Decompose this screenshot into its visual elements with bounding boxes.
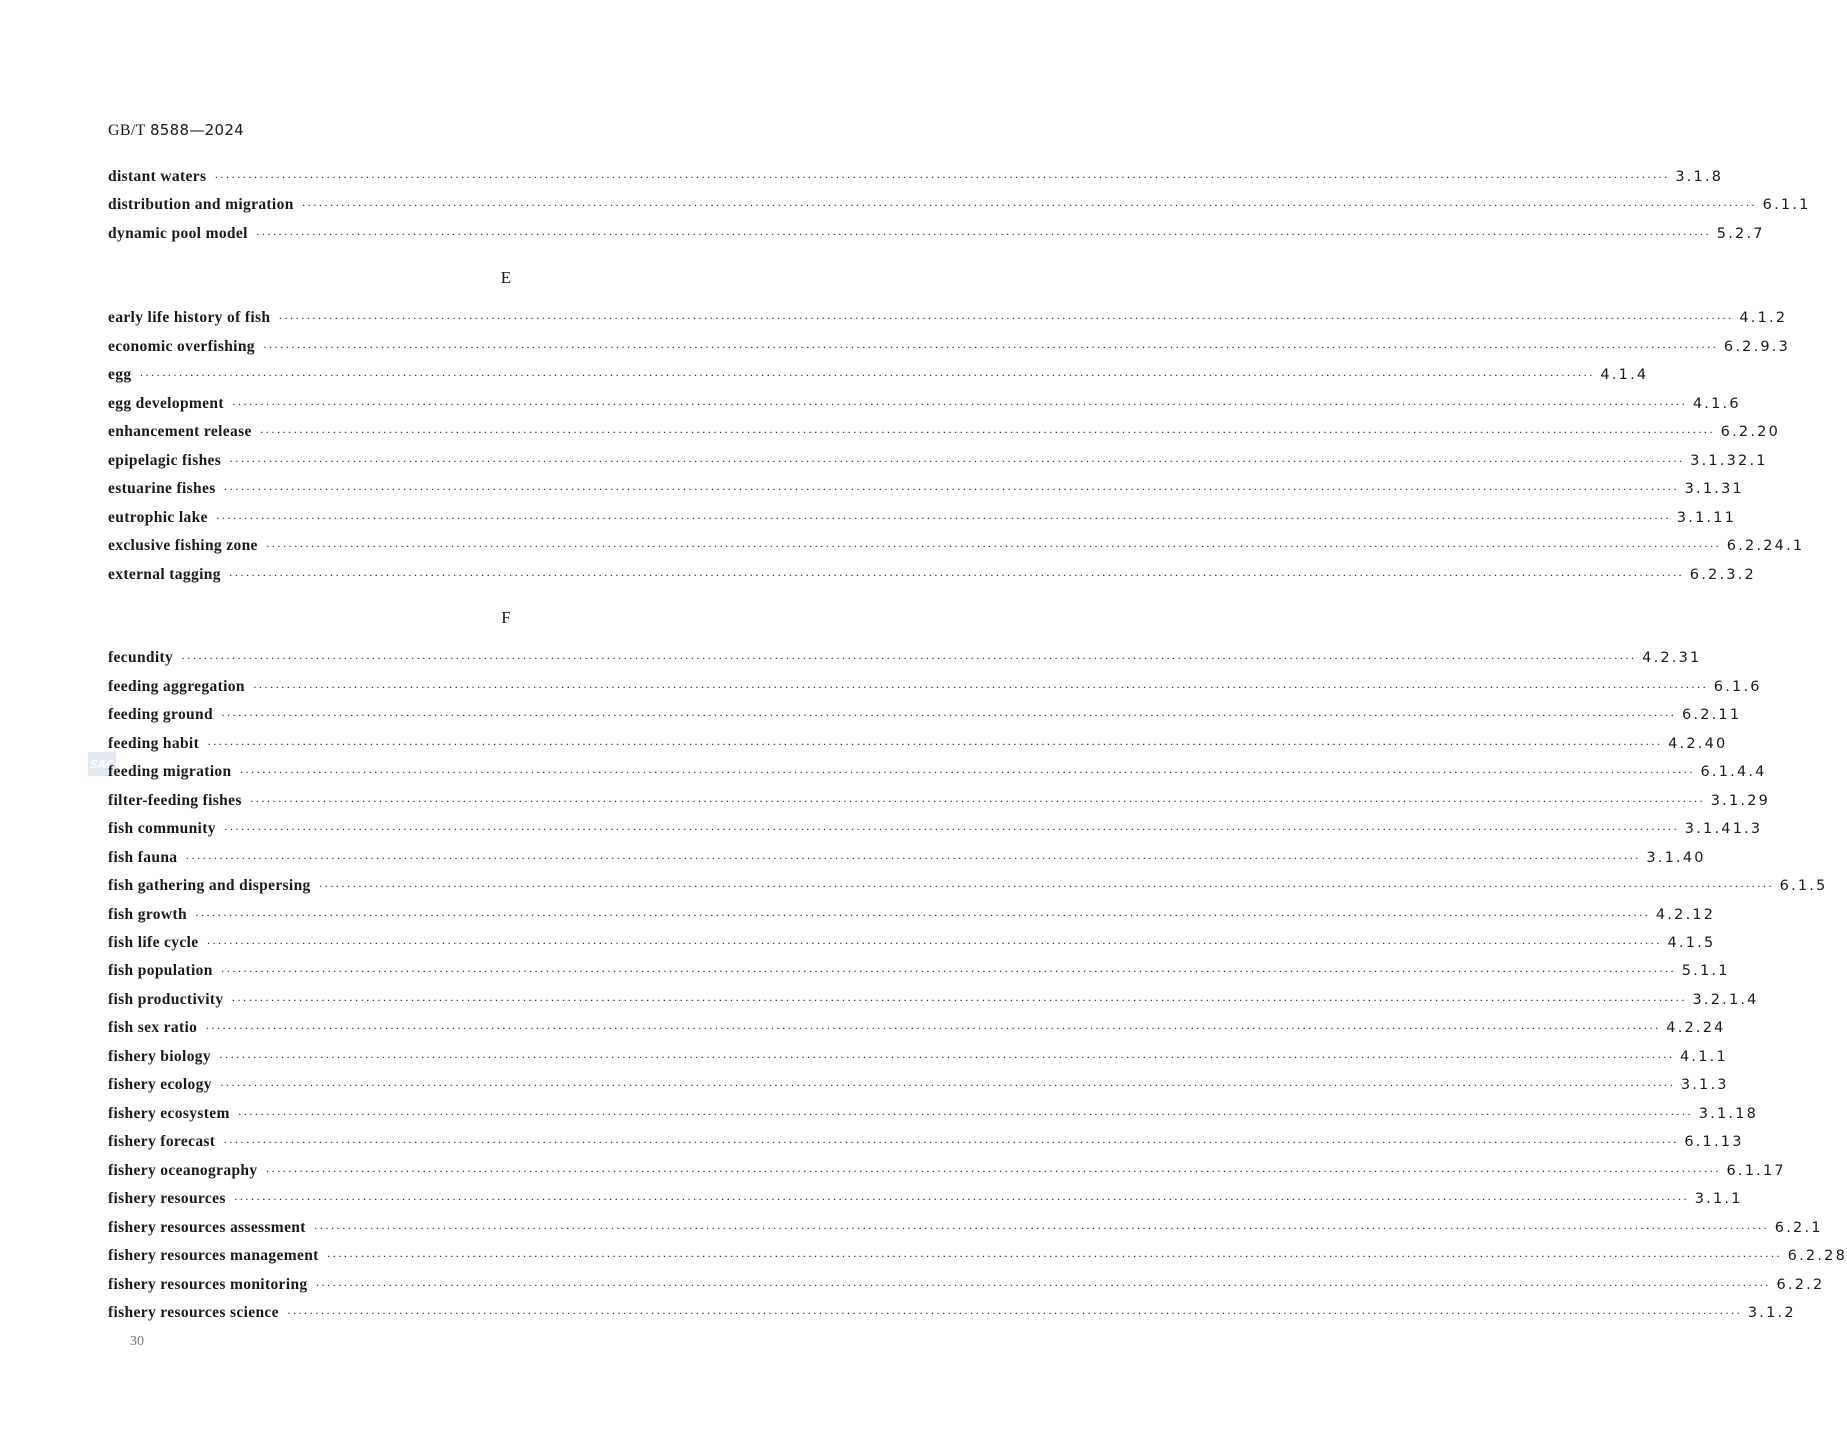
leader-dots: ···································································································································································································································································· xyxy=(219,1050,1674,1064)
index-entry xyxy=(108,1048,1728,1070)
index-entry xyxy=(108,537,1805,559)
index-entry xyxy=(108,423,1780,445)
leader-dots: ···································································································································································································································································· xyxy=(315,1278,1771,1292)
leader-dots: ···································································································································································································································································· xyxy=(231,397,1687,411)
index-ref: 3.1.1 xyxy=(1694,1191,1743,1207)
leader-dots: ···································································································································································································································································· xyxy=(301,198,1757,212)
index-ref: 4.1.2 xyxy=(1739,310,1788,326)
index-term: fish fauna xyxy=(108,849,178,866)
index-entry xyxy=(108,309,1788,331)
index-term: fishery oceanography xyxy=(108,1162,258,1179)
page-number: 30 xyxy=(130,1334,144,1349)
leader-dots: ···································································································································································································································································· xyxy=(231,993,1687,1007)
index-ref: 4.2.12 xyxy=(1655,907,1716,923)
index-entry xyxy=(108,196,1811,218)
index-entry xyxy=(108,566,1756,588)
leader-dots: ···································································································································································································································································· xyxy=(219,1078,1675,1092)
leader-dots: ···································································································································································································································································· xyxy=(265,1164,1721,1178)
index-ref: 6.2.20 xyxy=(1720,424,1780,440)
index-term: distant waters xyxy=(108,168,207,185)
leader-dots: ···································································································································································································································································· xyxy=(233,1192,1689,1206)
index-entry xyxy=(108,962,1730,984)
index-ref: 6.2.28 xyxy=(1787,1248,1847,1264)
index-ref: 5.1.1 xyxy=(1681,963,1730,979)
leader-dots: ···································································································································································································································································· xyxy=(220,708,1676,722)
index-term: feeding aggregation xyxy=(108,678,245,695)
index-term: egg development xyxy=(108,395,224,412)
leader-dots: ···································································································································································································································································· xyxy=(194,908,1650,922)
index-entry xyxy=(108,735,1728,757)
index-ref: 4.2.40 xyxy=(1668,736,1728,752)
index-entry xyxy=(108,991,1759,1013)
index-term: exclusive fishing zone xyxy=(108,537,258,554)
standard-code: GB/T xyxy=(108,122,146,139)
index-entry xyxy=(108,1105,1759,1127)
index-ref: 3.1.40 xyxy=(1646,850,1706,866)
index-entry xyxy=(108,1276,1825,1298)
index-entry xyxy=(108,706,1742,728)
index-term: fishery ecosystem xyxy=(108,1105,230,1122)
leader-dots: ···································································································································································································································································· xyxy=(252,680,1708,694)
index-entry xyxy=(108,338,1791,360)
index-entry xyxy=(108,763,1767,785)
index-term: fish productivity xyxy=(108,991,224,1008)
index-entry xyxy=(108,820,1763,842)
index-term: fishery resources assessment xyxy=(108,1219,306,1236)
index-term: external tagging xyxy=(108,566,221,583)
index-entry xyxy=(108,452,1768,474)
index-term: fish growth xyxy=(108,906,187,923)
leader-dots: ···································································································································································································································································· xyxy=(239,765,1695,779)
leader-dots: ···································································································································································································································································· xyxy=(207,737,1663,751)
index-term: distribution and migration xyxy=(108,196,294,213)
index-ref: 4.1.4 xyxy=(1600,367,1649,383)
index-ref: 6.2.2 xyxy=(1776,1277,1825,1293)
leader-dots: ···································································································································································································································································· xyxy=(255,227,1711,241)
watermark-logo: SAC xyxy=(88,752,116,776)
index-ref: 6.2.1 xyxy=(1774,1220,1823,1236)
leader-dots: ···································································································································································································································································· xyxy=(205,1021,1661,1035)
index-term: egg xyxy=(108,366,132,383)
index-ref: 6.1.5 xyxy=(1779,878,1828,894)
index-term: fish community xyxy=(108,820,216,837)
index-ref: 6.2.24.1 xyxy=(1726,538,1805,554)
index-term: fishery ecology xyxy=(108,1076,212,1093)
index-ref: 6.2.3.2 xyxy=(1689,567,1756,583)
index-term: filter-feeding fishes xyxy=(108,792,242,809)
leader-dots: ···································································································································································································································································· xyxy=(228,568,1684,582)
index-entry xyxy=(108,1190,1743,1212)
index-ref: 3.1.2 xyxy=(1747,1305,1796,1321)
index-entry xyxy=(108,792,1771,814)
leader-dots: ···································································································································································································································································· xyxy=(262,340,1718,354)
index-term: dynamic pool model xyxy=(108,225,248,242)
leader-dots: ···································································································································································································································································· xyxy=(215,511,1671,525)
leader-dots: ···································································································································································································································································· xyxy=(206,936,1662,950)
index-ref: 6.2.11 xyxy=(1681,707,1742,723)
index-term: fish gathering and dispersing xyxy=(108,877,311,894)
index-ref: 4.2.24 xyxy=(1666,1020,1726,1036)
leader-dots: ···································································································································································································································································· xyxy=(139,368,1595,382)
leader-dots: ···································································································································································································································································· xyxy=(214,170,1670,184)
index-entry xyxy=(108,1019,1726,1041)
index-ref: 5.2.7 xyxy=(1716,226,1765,242)
leader-dots: ···································································································································································································································································· xyxy=(259,425,1715,439)
index-term: fishery biology xyxy=(108,1048,211,1065)
index-term: fishery resources xyxy=(108,1190,226,1207)
leader-dots: ···································································································································································································································································· xyxy=(326,1249,1782,1263)
index-term: early life history of fish xyxy=(108,309,271,326)
index-entry xyxy=(108,678,1762,700)
index-entry xyxy=(108,225,1765,247)
index-ref: 3.1.29 xyxy=(1710,793,1771,809)
index-term: fishery forecast xyxy=(108,1133,216,1150)
index-term: fish life cycle xyxy=(108,934,199,951)
index-ref: 6.1.4.4 xyxy=(1700,764,1767,780)
index-entry xyxy=(108,1219,1823,1241)
index-term: fecundity xyxy=(108,649,174,666)
index-ref: 3.1.31 xyxy=(1684,481,1744,497)
leader-dots: ···································································································································································································································································· xyxy=(237,1107,1693,1121)
index-ref: 6.1.6 xyxy=(1713,679,1762,695)
index-entry xyxy=(108,1247,1847,1269)
index-entry xyxy=(108,168,1724,190)
leader-dots: ···································································································································································································································································· xyxy=(229,454,1685,468)
leader-dots: ···································································································································································································································································· xyxy=(223,822,1679,836)
index-ref: 6.1.13 xyxy=(1684,1134,1744,1150)
leader-dots: ···································································································································································································································································· xyxy=(286,1306,1742,1320)
index-ref: 6.1.1 xyxy=(1762,197,1811,213)
index-term: economic overfishing xyxy=(108,338,255,355)
leader-dots: ···································································································································································································································································· xyxy=(223,482,1679,496)
index-ref: 3.1.11 xyxy=(1676,510,1737,526)
index-ref: 4.2.31 xyxy=(1642,650,1702,666)
leader-dots: ···································································································································································································································································· xyxy=(278,311,1734,325)
leader-dots: ···································································································································································································································································· xyxy=(318,879,1774,893)
section-letter-e: E xyxy=(500,268,512,287)
index-ref: 3.2.1.4 xyxy=(1692,992,1759,1008)
standard-number: 8588—2024 xyxy=(149,121,245,139)
index-entry xyxy=(108,1076,1729,1098)
index-term: feeding habit xyxy=(108,735,200,752)
index-ref: 6.1.17 xyxy=(1726,1163,1786,1179)
index-term: fishery resources science xyxy=(108,1304,279,1321)
index-term: eutrophic lake xyxy=(108,509,208,526)
index-entry xyxy=(108,934,1716,956)
index-term: feeding migration xyxy=(108,763,232,780)
index-ref: 3.1.41.3 xyxy=(1684,821,1763,837)
index-term: fish sex ratio xyxy=(108,1019,198,1036)
index-entry xyxy=(108,1133,1744,1155)
index-entry xyxy=(108,366,1649,388)
index-term: fishery resources management xyxy=(108,1247,319,1264)
index-term: enhancement release xyxy=(108,423,252,440)
index-ref: 3.1.18 xyxy=(1698,1106,1759,1122)
index-term: fishery resources monitoring xyxy=(108,1276,308,1293)
index-ref: 3.1.32.1 xyxy=(1690,453,1768,469)
leader-dots: ···································································································································································································································································· xyxy=(223,1135,1679,1149)
index-ref: 4.1.5 xyxy=(1667,935,1716,951)
index-entry xyxy=(108,395,1741,417)
index-entry xyxy=(108,509,1737,531)
leader-dots: ···································································································································································································································································· xyxy=(185,851,1641,865)
index-term: epipelagic fishes xyxy=(108,452,222,469)
section-letter-f: F xyxy=(501,608,511,627)
index-term: estuarine fishes xyxy=(108,480,216,497)
index-entry xyxy=(108,1304,1796,1326)
index-term: feeding ground xyxy=(108,706,213,723)
index-term: fish population xyxy=(108,962,213,979)
index-entry xyxy=(108,1162,1786,1184)
index-entry xyxy=(108,649,1702,671)
index-ref: 4.1.6 xyxy=(1692,396,1741,412)
index-entry xyxy=(108,877,1828,899)
leader-dots: ···································································································································································································································································· xyxy=(220,964,1676,978)
index-entry xyxy=(108,906,1716,928)
index-ref: 3.1.8 xyxy=(1675,169,1724,185)
index-ref: 3.1.3 xyxy=(1680,1077,1729,1093)
index-ref: 6.2.9.3 xyxy=(1723,339,1791,355)
index-entry xyxy=(108,480,1744,502)
index-entry xyxy=(108,849,1706,871)
index-ref: 4.1.1 xyxy=(1679,1049,1728,1065)
leader-dots: ···································································································································································································································································· xyxy=(181,651,1637,665)
leader-dots: ···································································································································································································································································· xyxy=(265,539,1721,553)
leader-dots: ···································································································································································································································································· xyxy=(249,794,1705,808)
leader-dots: ···································································································································································································································································· xyxy=(313,1221,1769,1235)
